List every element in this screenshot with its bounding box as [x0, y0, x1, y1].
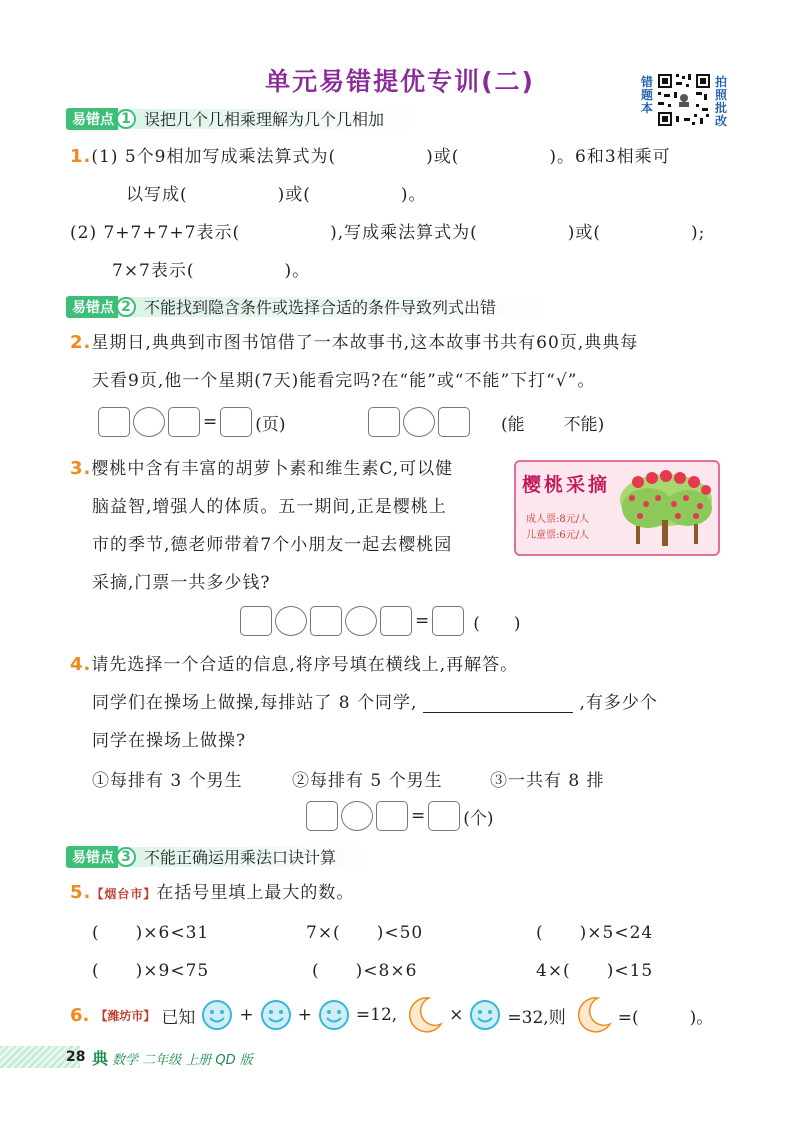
operator-circle[interactable] — [345, 606, 377, 636]
qr-right-char: 改 — [714, 114, 727, 128]
q4-line1-text: 请先选择一个合适的信息,将序号填在横线上,再解答。 — [91, 655, 519, 675]
fill-in-line[interactable] — [423, 694, 573, 713]
q2-equation — [98, 407, 286, 437]
qr-code[interactable] — [656, 72, 712, 128]
q4-line2-text: 同学们在操场上做操,每排站了 8 个同学, — [92, 693, 418, 713]
q2-line2: 天看9页,他一个星期(7天)能看完吗?在“能”或“不能”下打“√”。 — [92, 371, 596, 391]
kp2-num: 2 — [116, 297, 136, 317]
qr-right-label — [714, 76, 728, 128]
q2-line1-text: 星期日,典典到市图书馆借了一本故事书,这本故事书共有60页,典典每 — [91, 333, 639, 353]
q5-item[interactable]: ( )<8×6 — [312, 961, 418, 981]
option-can[interactable]: (能 — [501, 414, 525, 435]
answer-box[interactable] — [240, 606, 272, 636]
smiley-face-icon — [469, 999, 501, 1031]
answer-box[interactable] — [220, 407, 252, 437]
qr-code-icon — [656, 72, 712, 128]
equals-thirtytwo: =32,则 — [507, 1007, 566, 1028]
kp2-header — [66, 295, 496, 318]
q5-item[interactable]: 7×( )<50 — [306, 923, 424, 943]
qr-left-char: 本 — [640, 101, 653, 115]
answer-blank[interactable]: =( )。 — [617, 1007, 714, 1028]
kp3-header — [66, 845, 336, 868]
q4-number: 4. — [70, 654, 92, 675]
q3-number: 3. — [70, 458, 92, 479]
unit-blank[interactable]: ( ) — [473, 613, 521, 634]
unit-label: (页) — [255, 414, 286, 435]
equals-sign: = — [411, 806, 426, 826]
q6-known: 已知 — [161, 1007, 196, 1028]
qr-right-char: 拍 — [714, 75, 727, 89]
q6-number: 6. — [70, 1004, 90, 1026]
q2-line1 — [70, 328, 638, 353]
operator-circle[interactable] — [133, 407, 165, 437]
equals-sign: = — [415, 611, 430, 631]
answer-box[interactable] — [168, 407, 200, 437]
answer-box[interactable] — [98, 407, 130, 437]
kp2-text: 不能找到隐含条件或选择合适的条件导致列式出错 — [144, 298, 497, 317]
smiley-face-icon — [318, 999, 350, 1031]
answer-box[interactable] — [432, 606, 464, 636]
cherry-sign-title: 樱桃采摘 — [522, 474, 611, 496]
q4-option-1[interactable]: ①每排有 3 个男生 — [92, 771, 243, 791]
kp3-badge: 易错点 — [66, 846, 118, 868]
q2-number: 2. — [70, 332, 92, 353]
operator-circle[interactable] — [275, 606, 307, 636]
kp1-text: 误把几个几相乘理解为几个几相加 — [144, 110, 385, 129]
q6-region-tag: 【潍坊市】 — [95, 1008, 156, 1023]
operator-circle[interactable] — [403, 407, 435, 437]
q4-option-3[interactable]: ③一共有 8 排 — [490, 771, 605, 791]
q1-number: 1. — [70, 146, 92, 167]
answer-box[interactable] — [368, 407, 400, 437]
q3-line2: 脑益智,增强人的体质。五一期间,正是樱桃上 — [92, 497, 447, 517]
qr-left-char: 错 — [640, 75, 653, 89]
q2-check-equation — [368, 407, 604, 437]
answer-box[interactable] — [438, 407, 470, 437]
smiley-face-icon — [201, 999, 233, 1031]
cherry-sign — [514, 460, 720, 556]
qr-right-char: 照 — [714, 88, 727, 102]
plus-sign: + — [297, 1005, 312, 1025]
q3-line1-text: 樱桃中含有丰富的胡萝卜素和维生素C,可以健 — [91, 459, 454, 479]
qr-right-char: 批 — [714, 101, 727, 115]
kp1-header — [66, 107, 384, 130]
q3-line1 — [70, 454, 453, 479]
q3-line3: 市的季节,德老师带着7个小朋友一起去樱桃园 — [92, 535, 453, 555]
kp1-badge: 易错点 — [66, 108, 118, 130]
kp3-text: 不能正确运用乘法口诀计算 — [144, 848, 337, 867]
q4-option-2[interactable]: ②每排有 5 个男生 — [292, 771, 443, 791]
smiley-face-icon — [260, 999, 292, 1031]
q6-line — [70, 996, 713, 1034]
q4-equation — [306, 801, 494, 831]
qr-left-label — [640, 76, 654, 115]
kp2-badge: 易错点 — [66, 296, 118, 318]
q5-item[interactable]: 4×( )<15 — [536, 961, 654, 981]
q1-line1 — [70, 142, 671, 167]
q1-line1-text: (1) 5个9相加写成乘法算式为( )或( )。6和3相乘可 — [91, 147, 671, 167]
equals-twelve: =12, — [355, 1005, 398, 1025]
answer-box[interactable] — [306, 801, 338, 831]
kp3-num: 3 — [116, 847, 136, 867]
q3-equation — [240, 606, 521, 636]
brand-logo: 典 — [92, 1049, 109, 1068]
unit-label: (个) — [463, 808, 494, 829]
page-title: 单元易错提优专训(二) — [265, 67, 535, 96]
answer-box[interactable] — [310, 606, 342, 636]
crescent-moon-icon — [572, 996, 612, 1034]
kp1-num: 1 — [116, 109, 136, 129]
equals-sign: = — [203, 412, 218, 432]
qr-left-char: 题 — [640, 88, 653, 102]
answer-box[interactable] — [380, 606, 412, 636]
plus-sign: + — [239, 1005, 254, 1025]
q5-item[interactable]: ( )×5<24 — [536, 923, 654, 943]
q4-line3: 同学在操场上做操? — [92, 731, 247, 751]
q4-line1 — [70, 650, 518, 675]
option-cannot[interactable]: 不能) — [563, 414, 605, 435]
adult-ticket: 成人票:8元/人 — [526, 514, 590, 525]
q5-number: 5. — [70, 882, 92, 903]
q4-line2-tail: ,有多少个 — [579, 693, 658, 713]
q5-item[interactable]: ( )×9<75 — [92, 961, 210, 981]
answer-box[interactable] — [376, 801, 408, 831]
q1-line4: 7×7表示( )。 — [112, 261, 311, 281]
q1-line2: 以写成( )或( )。 — [126, 185, 427, 205]
q4-line2 — [92, 688, 658, 713]
crescent-moon-icon — [403, 996, 443, 1034]
cherry-tree-icon — [618, 468, 714, 548]
q1-line3: (2) 7+7+7+7表示( ),写成乘法算式为( )或( ); — [70, 223, 706, 243]
operator-circle[interactable] — [341, 801, 373, 831]
child-ticket: 儿童票:6元/人 — [526, 530, 590, 541]
q5-item[interactable]: ( )×6<31 — [92, 923, 210, 943]
times-sign: × — [449, 1005, 464, 1025]
q5-line1 — [70, 878, 354, 903]
q3-line4: 采摘,门票一共多少钱? — [92, 573, 271, 593]
page-number: 28 — [66, 1049, 86, 1065]
q5-instruction: 在括号里填上最大的数。 — [156, 883, 355, 903]
answer-box[interactable] — [428, 801, 460, 831]
q5-region-tag: 【烟台市】 — [91, 887, 157, 901]
footer-subject: 数学 二年级 上册 QD 版 — [112, 1053, 253, 1068]
